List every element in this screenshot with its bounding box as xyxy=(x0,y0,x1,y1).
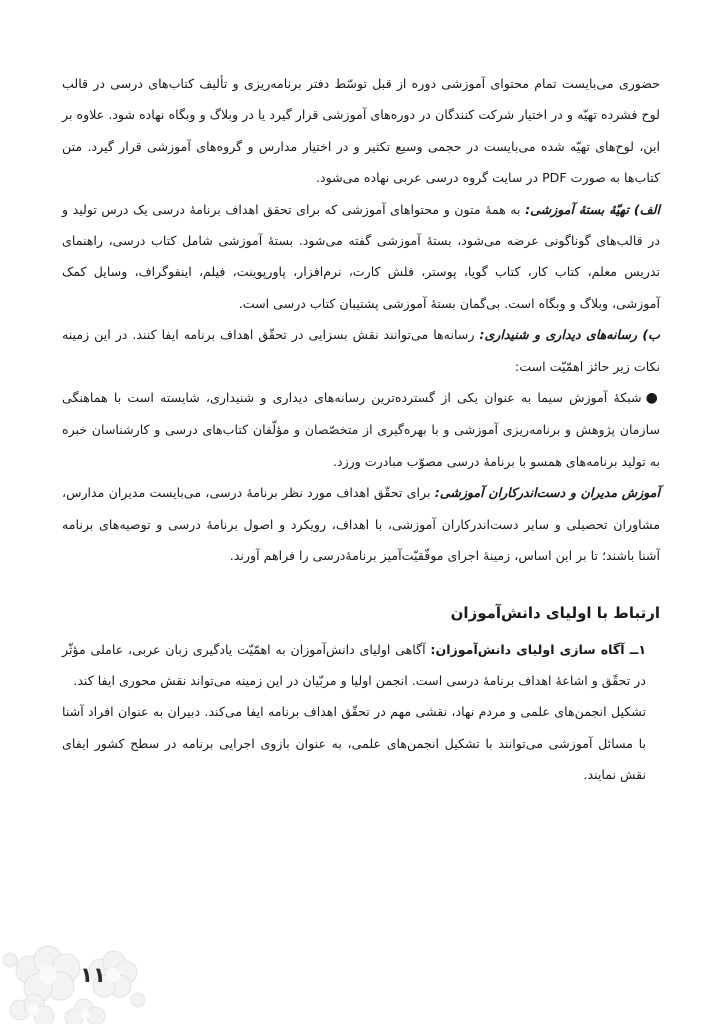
paragraph-scientific-associations xyxy=(62,696,660,790)
paragraph-intro-text: حضوری می‌بایست تمام محتوای آموزشی دوره از قبل توسّط دفتر برنامه‌ریزی و تألیف کتاب‌های درسی در قالب لوح فشرده تهیّه و در اختیار شرکت کنندگان در دوره‌های آموزشی قرار گیرد یا در وبلاگ و وبگاه نهاده شود. علاوه بر این، لوح‌های تهیّه شده می‌بایست در حجمی وسیع تکثیر و در اختیار مدارس و گروه‌های آموزشی قرار گیرد. متن کتاب‌ها به صورت PDF در سایت گروه درسی عربی نهاده می‌شود. xyxy=(62,76,660,186)
paragraph-intro xyxy=(62,68,660,194)
page-number: ١١ xyxy=(80,963,106,987)
paragraph-parent-awareness-text: آگاهی اولیای دانش‌آموزان به اهمّیّت یادگیری زبان عربی، عاملی مؤثّر در تحقّق و اشاعهٔ اهداف برنامهٔ درسی است. انجمن اولیا و مربّیان در این زمینه می‌تواند نقش محوری ایفا کند. xyxy=(62,641,646,688)
bullet-item-education-channel xyxy=(62,382,660,477)
paragraph-manager-training-text: برای تحقّق اهداف مورد نظر برنامهٔ درسی، می‌بایست مدیران مدارس، مشاوران تحصیلی و سایر دست‌اندرکاران آموزشی، با اهداف، رویکرد و اصول برنامهٔ درسی و توصیه‌های برنامه آشنا باشند؛ تا بر این اساس، زمینهٔ اجرای موفّقیّت‌آمیز برنامهٔ‌درسی را فراهم آورند. xyxy=(62,485,660,564)
section-lead-parent-awareness: ١ــ آگاه سازی اولیای دانش‌آموزان: xyxy=(430,641,646,657)
section-lead-educational-package: الف) تهیّهٔ بستهٔ آموزشی: xyxy=(525,201,660,217)
bullet-item-text: شبکهٔ آموزش سیما به عنوان یکی از گسترده‌ترین رسانه‌های دیداری و شنیداری، شایسته است با هماهنگی سازمان پژوهش و برنامه‌ریزی آموزشی و با بهره‌گیری از متخصّصان و مؤلّفان کتاب‌های درسی و کارشناسان خبره به تولید برنامه‌های همسو با برنامهٔ درسی مصوّب مبادرت ورزد. xyxy=(62,390,660,469)
paragraph-audio-visual-media-text: رسانه‌ها می‌توانند نقش بسزایی در تحقّق اهداف برنامه ایفا کنند. در این زمینه نکات زیر حائز اهمّیّت است: xyxy=(62,327,660,374)
paragraph-audio-visual-media xyxy=(62,319,660,382)
section-lead-audio-visual-media: ب) رسانه‌های دیداری و شنیداری: xyxy=(479,327,661,343)
paragraph-parent-awareness xyxy=(62,634,660,697)
section-lead-manager-training: آموزش مدیران و دست‌اندرکاران آموزشی: xyxy=(434,485,660,501)
paragraph-educational-package xyxy=(62,194,660,320)
bullet-icon: ● xyxy=(645,390,660,407)
body-text xyxy=(62,68,660,791)
paragraph-scientific-associations-text: تشکیل انجمن‌های علمی و مردم نهاد، نقشی مهم در تحقّق اهداف برنامه ایفا می‌کند. دبیران به عنوان افراد آشنا با مسائل آموزشی می‌توانند با تشکیل انجمن‌های علمی، به عنوان بازوی اجرایی برنامه در سطح کشور ایفای نقش نمایند. xyxy=(62,704,646,783)
paragraph-manager-training xyxy=(62,477,660,571)
paragraph-educational-package-text: به همهٔ متون و محتواهای آموزشی که برای تحقق اهداف برنامهٔ درسی یک درس تولید و در قالب‌های گوناگونی عرضه می‌شود، بستهٔ آموزشی گفته می‌شود. بستهٔ آموزشی شامل کتاب درسی، راهنمای تدریس معلم، کتاب کار، کتاب گویا، پوستر، فلش کارت، نرم‌افزار، پاورپوینت، فیلم، اینفوگراف، وسایل کمک آموزشی، وبلاگ و وبگاه است. بی‌گمان بستهٔ آموزشی پشتیبان کتاب درسی است. xyxy=(62,201,660,311)
section-heading-parents: ارتباط با اولیای دانش‌آموزان xyxy=(450,603,660,622)
